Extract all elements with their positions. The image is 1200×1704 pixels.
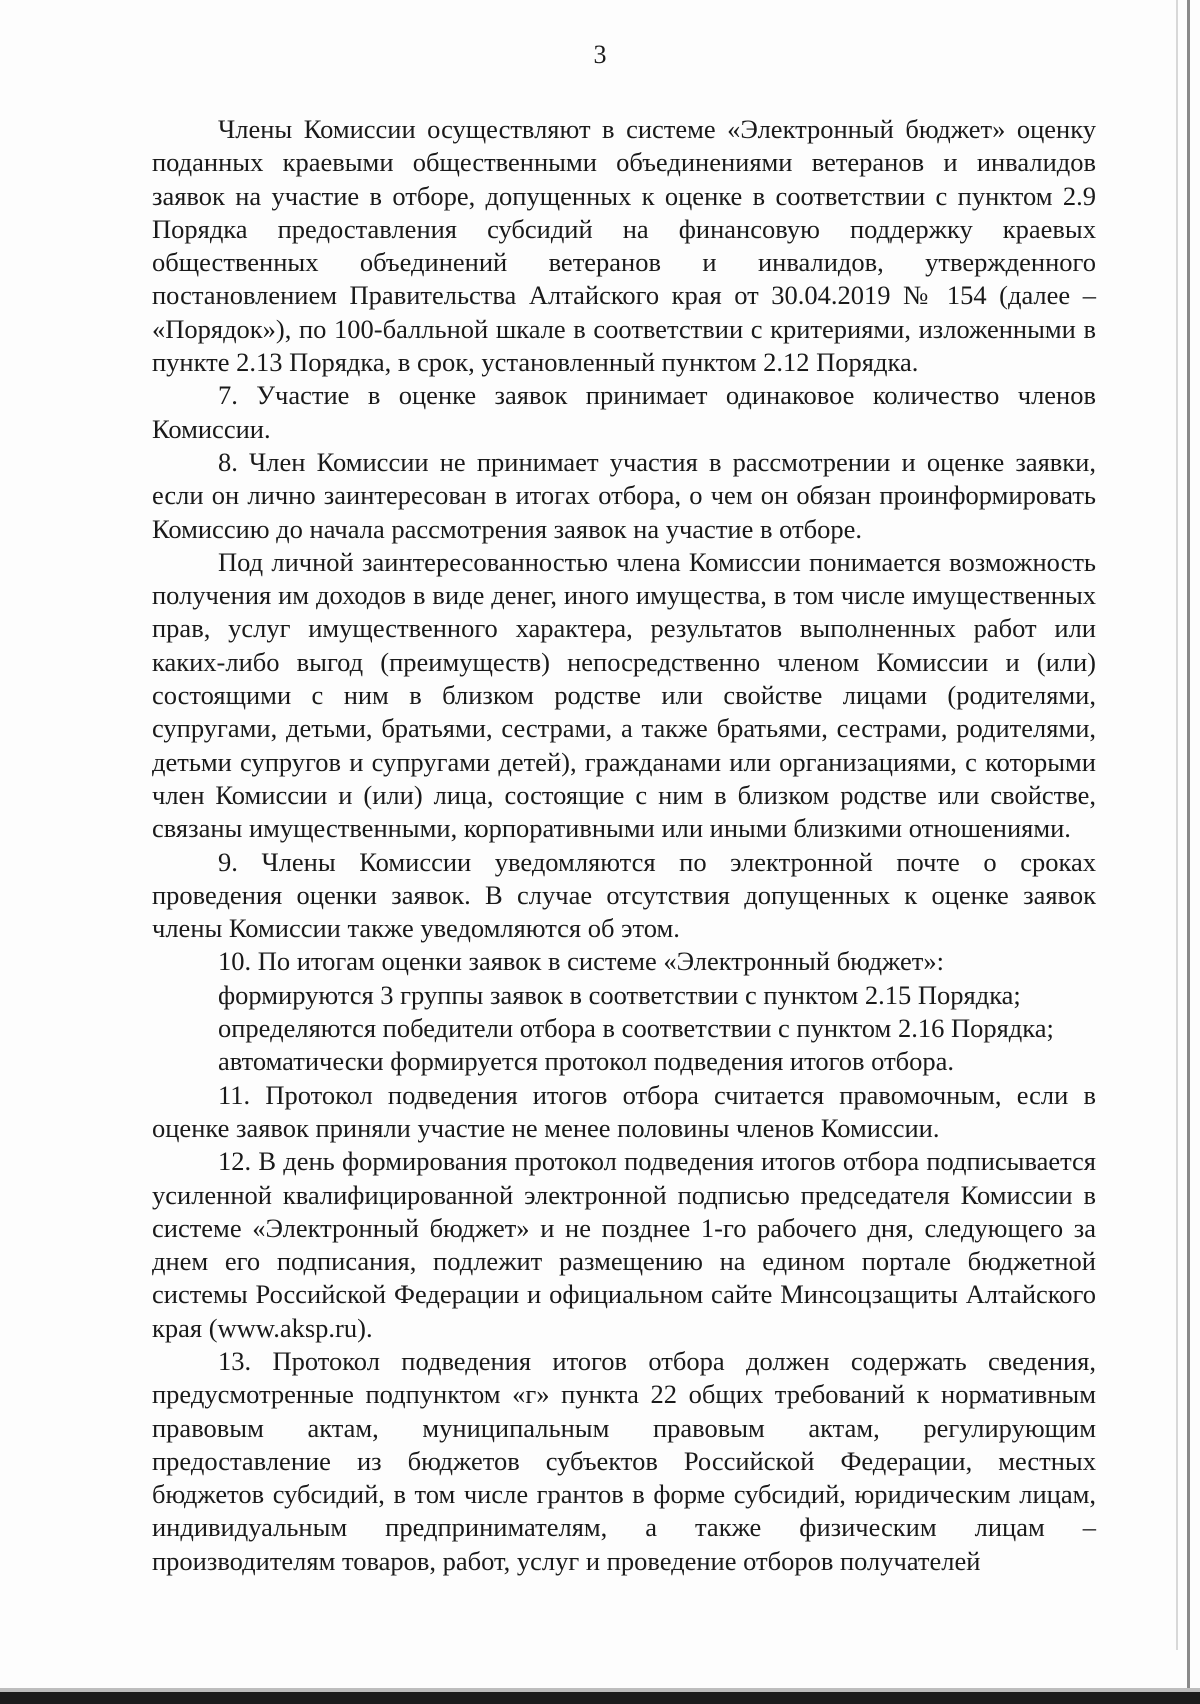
paragraph-8-conflict: 8. Член Комиссии не принимает участия в рассмотрении и оценке заявки, если он лично заинтересован в итогах отбора, о чем он обязан проинформировать Комиссию до начала рассмотрения заявок на участие в отборе. xyxy=(152,446,1096,544)
paragraph-10-protocol: автоматически формируется протокол подведения итогов отбора. xyxy=(218,1046,955,1077)
paragraph-10-results: 10. По итогам оценки заявок в системе «Электронный бюджет»: xyxy=(218,946,944,977)
page-number: 3 xyxy=(593,40,607,69)
scan-edge-line xyxy=(1176,0,1178,1650)
scan-edge-border xyxy=(1187,0,1190,1704)
paragraph-13-protocol-contents: 13. Протокол подведения итогов отбора должен содержать сведения, предусмотренные подпунктом «г» пункта 22 общих требований к нормативным правовым актам, муниципальным правовым актам, регулирующим предоставление из бюджетов субъектов Российской Федерации, местных бюджетов субсидий, в том числе грантов в форме субсидий, юридическим лицам, индивидуальным предпринимателям, а также физическим лицам – производителям товаров, работ, услуг и проведение отборов получателей xyxy=(152,1345,1096,1576)
paragraph-commission-evaluation: Члены Комиссии осуществляют в системе «Электронный бюджет» оценку поданных краевыми общественными объединениями ветеранов и инвалидов заявок на участие в отборе, допущенных к оценке в соответствии с пунктом 2.9 Порядка предоставления субсидий на финансовую поддержку краевых общественных объединений ветеранов и инвалидов, утвержденного постановлением Правительства Алтайского края от 30.04.2019 № 154 (далее – «Порядок»), по 100-балльной шкале в соответствии с критериями, изложенными в пункте 2.13 Порядка, в срок, установленный пунктом 2.12 Порядка. xyxy=(152,114,1096,378)
document-body xyxy=(152,113,1096,1578)
paragraph-personal-interest: Под личной заинтересованностью члена Комиссии понимается возможность получения им доходов в виде денег, иного имущества, в том числе имущественных прав, услуг имущественного характера, результатов выполненных работ или каких-либо выгод (преимуществ) непосредственно членом Комиссии и (или) состоящими с ним в близком родстве или свойстве лицами (родителями, супругами, детьми, братьями, сестрами, а также братьями, сестрами, родителями, детьми супругов и супругами детей), гражданами или организациями, с которыми член Комиссии и (или) лица, состоящие с ним в близком родстве или свойстве, связаны имущественными, корпоративными или иными близкими отношениями. xyxy=(152,546,1096,844)
paragraph-9-notification: 9. Члены Комиссии уведомляются по электронной почте о сроках проведения оценки заявок. В случае отсутствия допущенных к оценке заявок члены Комиссии также уведомляются об этом. xyxy=(152,846,1096,944)
paragraph-11-validity: 11. Протокол подведения итогов отбора считается правомочным, если в оценке заявок приняли участие не менее половины членов Комиссии. xyxy=(152,1079,1096,1143)
paragraph-12-signing: 12. В день формирования протокол подведения итогов отбора подписывается усиленной квалифицированной электронной подписью председателя Комиссии в системе «Электронный бюджет» и не позднее 1-го рабочего дня, следующего за днем его подписания, подлежит размещению на едином портале бюджетной системы Российской Федерации и официальном сайте Минсоцзащиты Алтайского края (www.aksp.ru). xyxy=(152,1146,1096,1343)
paragraph-7-participation: 7. Участие в оценке заявок принимает одинаковое количество членов Комиссии. xyxy=(152,380,1096,444)
paragraph-10-winners: определяются победители отбора в соответствии с пунктом 2.16 Порядка; xyxy=(218,1013,1054,1044)
paragraph-10-groups: формируются 3 группы заявок в соответствии с пунктом 2.15 Порядка; xyxy=(218,979,1021,1010)
scan-bottom-border xyxy=(0,1692,1200,1704)
